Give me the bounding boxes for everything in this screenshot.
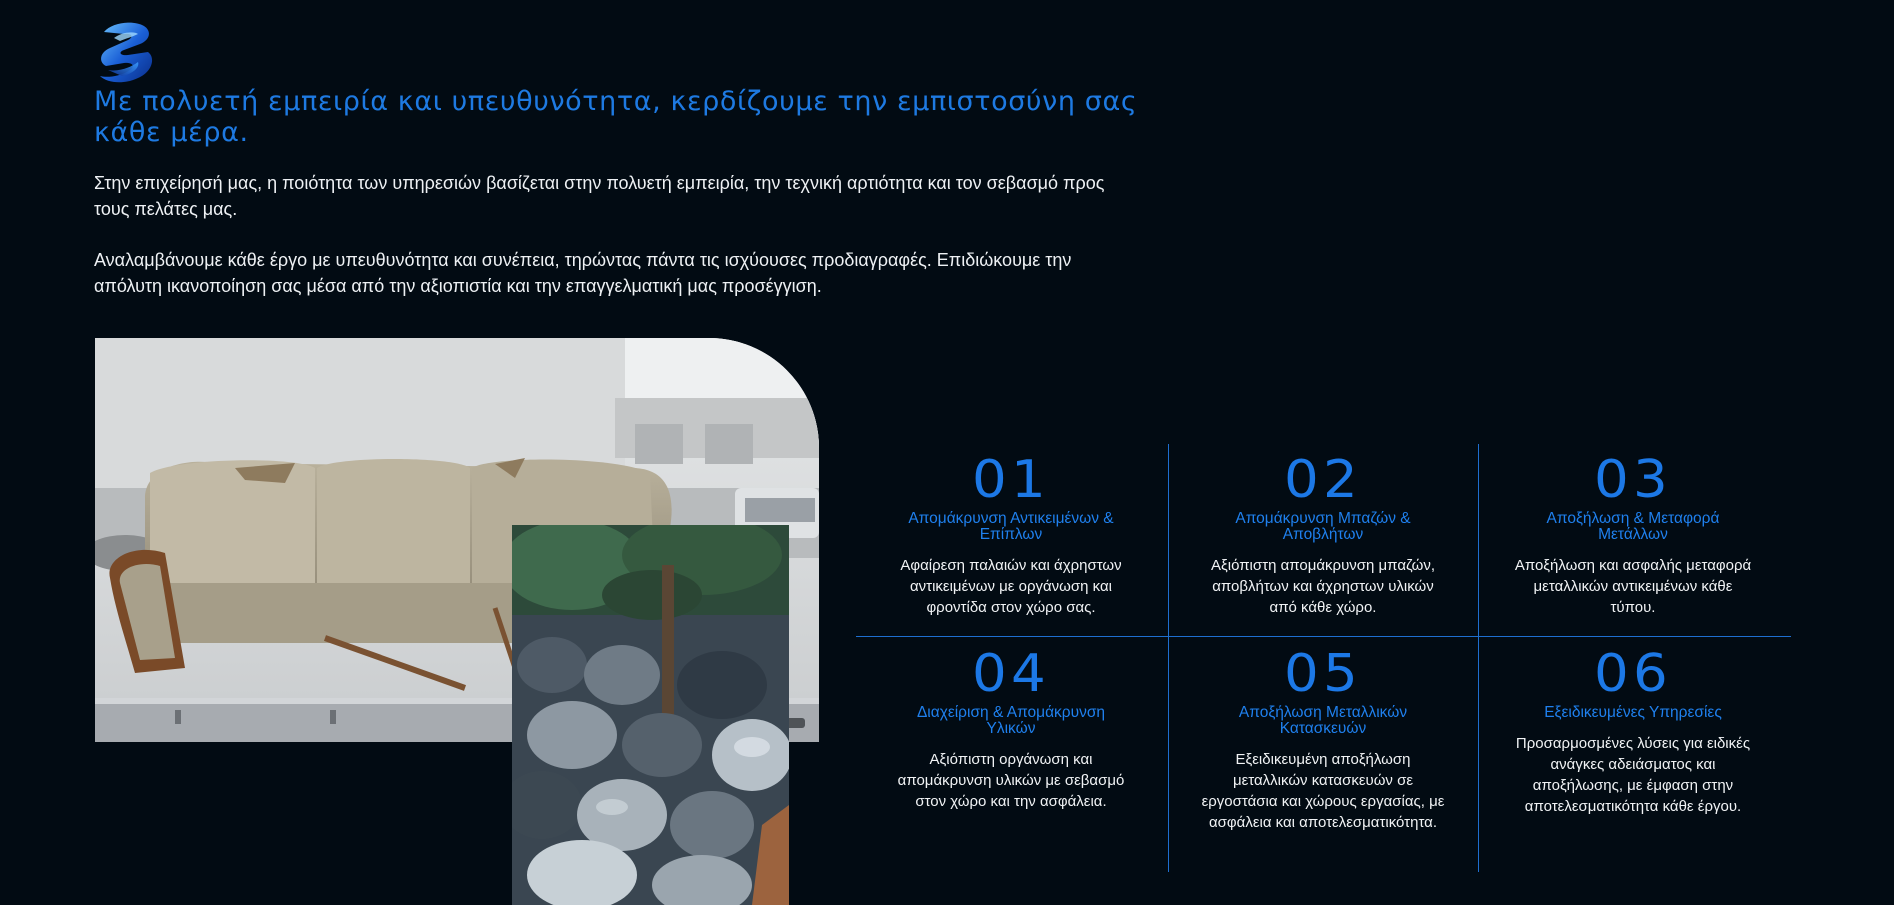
service-card-06 [1492, 644, 1774, 817]
service-description: Αξιόπιστη απομάκρυνση μπαζών, αποβλήτων και άχρηστων υλικών από κάθε χώρο. [1211, 557, 1435, 616]
service-card-05 [1182, 644, 1464, 833]
service-number: 06 [1594, 644, 1672, 704]
garbage-bags-photo [512, 525, 789, 905]
grid-divider-vertical [1168, 444, 1169, 872]
intro-paragraph-1: Στην επιχείρησή μας, η ποιότητα των υπηρεσιών βασίζεται στην πολυετή εμπειρία, την τεχνική αρτιότητα και τον σεβασμό προς τους πελάτες μας. [94, 173, 1105, 219]
services-grid [856, 444, 1791, 872]
service-number: 01 [972, 450, 1050, 510]
service-title[interactable]: Διαχείριση & Απομάκρυνση Υλικών [916, 704, 1106, 737]
service-card-03 [1492, 450, 1774, 618]
service-number: 02 [1284, 450, 1362, 510]
brand-logo-icon[interactable] [94, 18, 160, 88]
service-description: Αξιόπιστη οργάνωση και απομάκρυνση υλικών με σεβασμό στον χώρο και την ασφάλεια. [897, 751, 1125, 810]
grid-divider-horizontal [856, 636, 1791, 637]
service-card-02 [1182, 450, 1464, 618]
service-number: 03 [1594, 450, 1672, 510]
intro-paragraph-2: Αναλαμβάνουμε κάθε έργο με υπευθυνότητα και συνέπεια, τηρώντας πάντα τις ισχύουσες προδιαγραφές. Επιδιώκουμε την απόλυτη ικανοποίηση σας μέσα από την αξιοπιστία και την επαγγελματική μας προσέγγιση. [94, 250, 1072, 296]
service-title[interactable]: Απομάκρυνση Αντικειμένων & Επίπλων [908, 510, 1114, 543]
service-card-01 [870, 450, 1152, 618]
grid-divider-vertical [1478, 444, 1479, 872]
service-title[interactable]: Απομάκρυνση Μπαζών & Αποβλήτων [1235, 510, 1411, 543]
service-title[interactable]: Αποξήλωση & Μεταφορά Μετάλλων [1546, 510, 1720, 543]
service-card-04 [870, 644, 1152, 812]
service-number: 05 [1284, 644, 1362, 704]
service-description: Εξειδικευμένη αποξήλωση μεταλλικών κατασκευών σε εργοστάσια και χώρους εργασίας, με ασφάλεια και αποτελεσματικότητα. [1201, 751, 1445, 831]
service-description: Αφαίρεση παλαιών και άχρηστων αντικειμένων με οργάνωση και φροντίδα στον χώρο σας. [900, 557, 1122, 616]
service-title[interactable]: Αποξήλωση Μεταλλικών Κατασκευών [1238, 704, 1408, 737]
service-number: 04 [972, 644, 1050, 704]
page-heading: Με πολυετή εμπειρία και υπευθυνότητα, κερδίζουμε την εμπιστοσύνη σας κάθε μέρα. [94, 86, 1138, 148]
service-description: Αποξήλωση και ασφαλής μεταφορά μεταλλικών αντικειμένων κάθε τύπου. [1514, 557, 1752, 616]
service-description: Προσαρμοσμένες λύσεις για ειδικές ανάγκες αδειάσματος και αποξήλωσης, με έμφαση στην αποτελεσματικότητα κάθε έργου. [1515, 735, 1751, 815]
service-title[interactable]: Εξειδικευμένες Υπηρεσίες [1544, 704, 1722, 721]
